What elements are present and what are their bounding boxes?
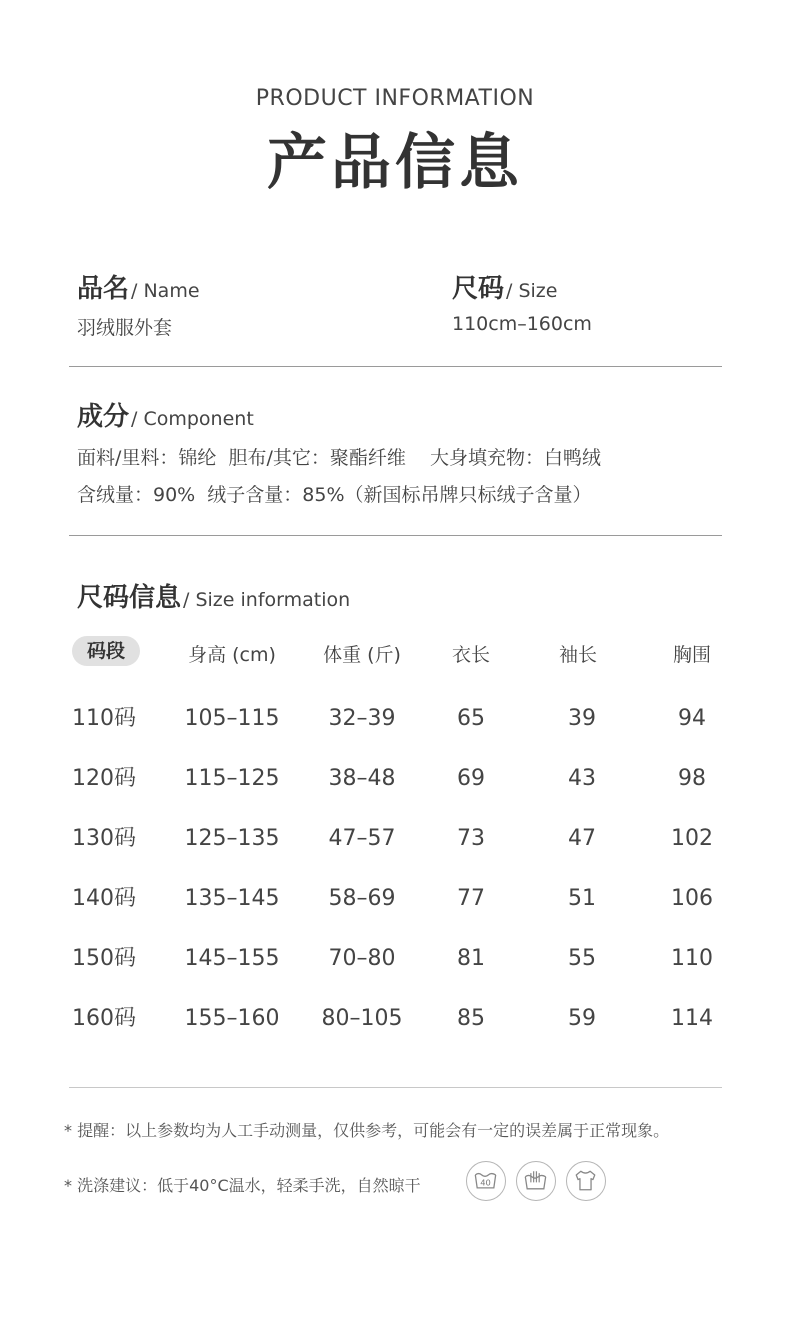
cell-weight: 80–105 (321, 1006, 403, 1031)
cell-chest: 106 (671, 886, 713, 911)
cell-height: 155–160 (184, 1006, 280, 1031)
title-en: PRODUCT INFORMATION (255, 86, 535, 111)
cell-weight: 47–57 (328, 826, 396, 851)
component-line-2: 含绒量：90% 绒子含量：85%（新国标吊牌只标绒子含量） (77, 484, 592, 506)
cell-sleeve: 59 (568, 1006, 596, 1031)
cell-chest: 98 (678, 766, 706, 791)
cell-length: 85 (457, 1006, 485, 1031)
cell-size-code: 160码 (72, 1006, 136, 1031)
cell-chest: 94 (678, 706, 706, 731)
table-row (0, 939, 790, 979)
wash-40-icon (466, 1161, 506, 1201)
table-row (0, 819, 790, 859)
table-header-chest: 胸围 (672, 644, 711, 666)
size-label (452, 268, 557, 305)
hand-wash-icon (516, 1161, 556, 1201)
name-label-cn: 品名 (77, 274, 130, 304)
component-label (77, 396, 254, 433)
table-header-sleeve: 袖长 (558, 644, 597, 666)
cell-size-code: 130码 (72, 826, 136, 851)
cell-length: 77 (457, 886, 485, 911)
cell-chest: 102 (671, 826, 713, 851)
cell-height: 135–145 (184, 886, 280, 911)
cell-sleeve: 43 (568, 766, 596, 791)
size-info-label-cn: 尺码信息 (77, 583, 182, 613)
cell-size-code: 140码 (72, 886, 136, 911)
cell-sleeve: 51 (568, 886, 596, 911)
cell-height: 115–125 (184, 766, 280, 791)
cell-length: 81 (457, 946, 485, 971)
divider (69, 366, 722, 367)
cell-weight: 32–39 (328, 706, 396, 731)
component-label-cn: 成分 (77, 402, 130, 432)
cell-height: 105–115 (184, 706, 280, 731)
component-line-1: 面料/里料：锦纶 胆布/其它：聚酯纤维 大身填充物：白鸭绒 (77, 447, 602, 469)
size-label-en: / Size (506, 280, 558, 302)
cell-size-code: 120码 (72, 766, 136, 791)
size-info-label-en: / Size information (183, 589, 351, 611)
table-header-height: 身高 (cm) (188, 644, 276, 666)
divider (69, 1087, 722, 1088)
name-label-en: / Name (131, 280, 200, 302)
cell-weight: 70–80 (328, 946, 396, 971)
cell-length: 73 (457, 826, 485, 851)
cell-size-code: 110码 (72, 706, 136, 731)
cell-length: 65 (457, 706, 485, 731)
wash-temp: 40 (480, 1177, 491, 1188)
cell-sleeve: 55 (568, 946, 596, 971)
cell-height: 125–135 (184, 826, 280, 851)
cell-weight: 38–48 (328, 766, 396, 791)
size-value: 110cm–160cm (452, 313, 592, 335)
cell-chest: 114 (671, 1006, 713, 1031)
cell-weight: 58–69 (328, 886, 396, 911)
name-label (77, 268, 200, 305)
size-info-label (77, 577, 350, 614)
tshirt-icon (566, 1161, 606, 1201)
washing-note: * 洗涤建议：低于40°C温水，轻柔手洗，自然晾干 (64, 1176, 421, 1195)
table-row (0, 879, 790, 919)
name-value: 羽绒服外套 (77, 317, 173, 339)
cell-size-code: 150码 (72, 946, 136, 971)
table-row (0, 759, 790, 799)
table-row (0, 999, 790, 1039)
table-row (0, 699, 790, 739)
cell-height: 145–155 (184, 946, 280, 971)
table-header-length: 衣长 (451, 644, 490, 666)
component-label-en: / Component (131, 408, 254, 430)
cell-length: 69 (457, 766, 485, 791)
title-cn: 产品信息 (267, 128, 523, 198)
divider (69, 535, 722, 536)
table-header-weight: 体重 (斤) (323, 644, 401, 666)
table-header-size-code: 码段 (72, 636, 140, 666)
cell-sleeve: 39 (568, 706, 596, 731)
size-label-cn: 尺码 (452, 274, 505, 304)
cell-chest: 110 (671, 946, 713, 971)
cell-sleeve: 47 (568, 826, 596, 851)
reminder-note: * 提醒：以上参数均为人工手动测量，仅供参考，可能会有一定的误差属于正常现象。 (64, 1121, 670, 1140)
